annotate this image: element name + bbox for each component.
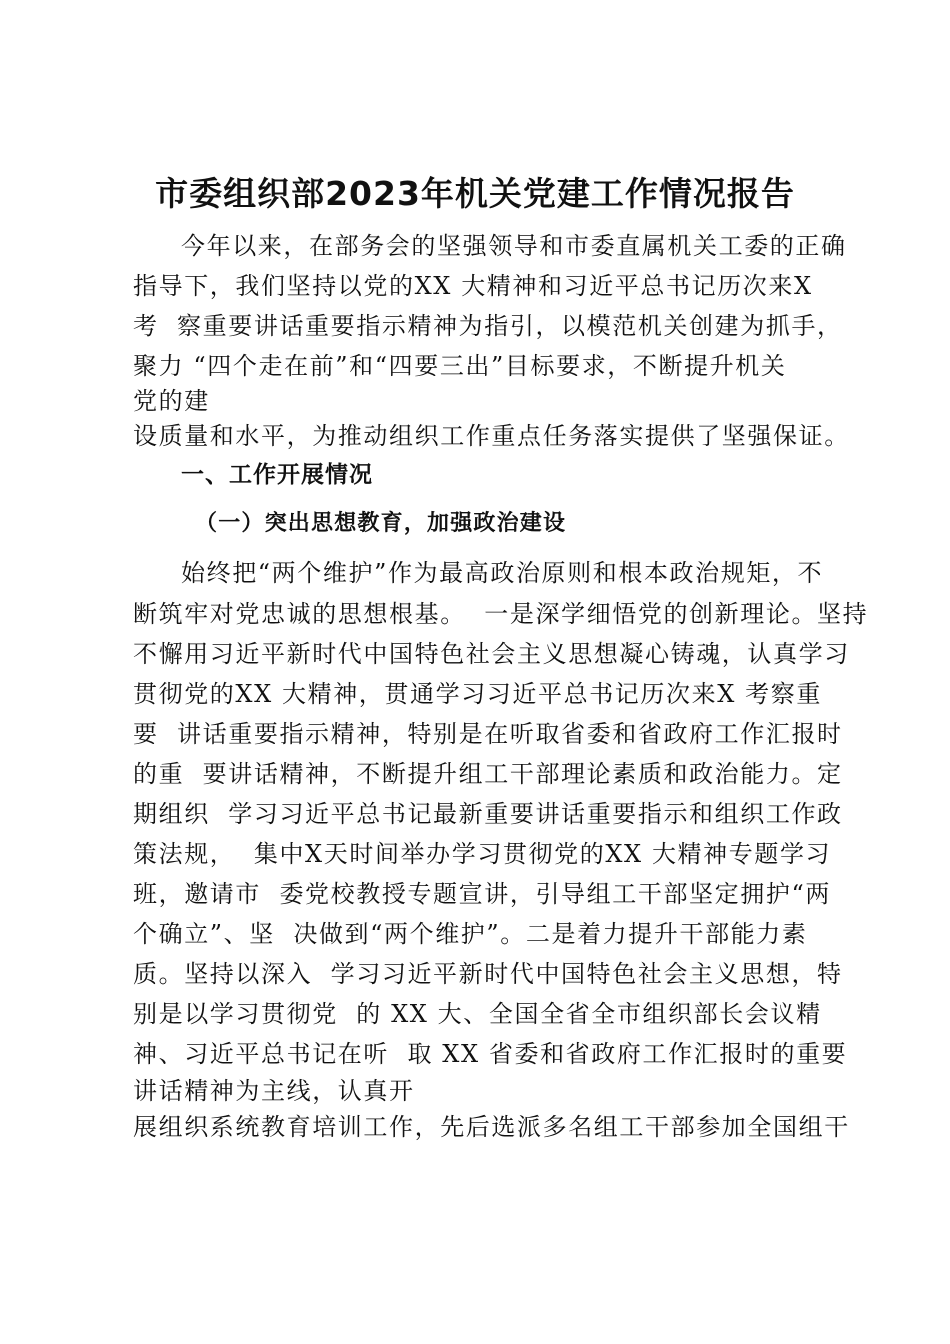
subsection-heading: （一）突出思想教育，加强政治建设 bbox=[195, 510, 567, 536]
intro-line-1: 今年以来，在部务会的坚强领导和市委直属机关工委的正确 bbox=[181, 232, 847, 260]
body-line-7: 期组织 学习习近平总书记最新重要讲话重要指示和组织工作政 bbox=[133, 800, 843, 828]
body-line-3: 不懈用习近平新时代中国特色社会主义思想凝心铸魂，认真学习 bbox=[133, 640, 850, 668]
body-line-9: 班，邀请市 委党校教授专题宣讲，引导组工干部坚定拥护“两 bbox=[133, 880, 831, 908]
body-line-11: 质。坚持以深入 学习习近平新时代中国特色社会主义思想，特 bbox=[133, 960, 843, 988]
body-line-4: 贯彻党的XX 大精神，贯通学习习近平总书记历次来X 考察重 bbox=[133, 680, 822, 708]
body-line-14: 讲话精神为主线，认真开 bbox=[133, 1077, 415, 1105]
body-line-10: 个确立”、坚 决做到“两个维护”。二是着力提升干部能力素 bbox=[133, 920, 808, 948]
body-line-15: 展组织系统教育培训工作，先后选派多名组工干部参加全国组干 bbox=[133, 1113, 850, 1141]
intro-line-4: 聚力 “四个走在前”和“四要三出”目标要求，不断提升机关 bbox=[133, 352, 787, 380]
intro-line-2: 指导下，我们坚持以党的XX 大精神和习近平总书记历次来X bbox=[133, 272, 813, 300]
body-line-5: 要 讲话重要指示精神，特别是在听取省委和省政府工作汇报时 bbox=[133, 720, 843, 748]
section-heading: 一、工作开展情况 bbox=[181, 462, 373, 488]
intro-line-6: 设质量和水平，为推动组织工作重点任务落实提供了坚强保证。 bbox=[133, 422, 850, 450]
body-line-8: 策法规， 集中X天时间举办学习贯彻党的XX 大精神专题学习 bbox=[133, 840, 832, 868]
intro-line-5: 党的建 bbox=[133, 387, 210, 415]
body-line-1: 始终把“两个维护”作为最高政治原则和根本政治规矩，不 bbox=[181, 559, 824, 587]
body-line-6: 的重 要讲话精神，不断提升组工干部理论素质和政治能力。定 bbox=[133, 760, 843, 788]
intro-line-3: 考 察重要讲话重要指示精神为指引，以模范机关创建为抓手， bbox=[133, 312, 843, 340]
body-line-13: 神、习近平总书记在听 取 XX 省委和省政府工作汇报时的重要 bbox=[133, 1040, 848, 1068]
body-line-2: 断筑牢对党忠诚的思想根基。 一是深学细悟党的创新理论。坚持 bbox=[133, 600, 869, 628]
document-title: 市委组织部2023年机关党建工作情况报告 bbox=[155, 174, 795, 213]
body-line-12: 别是以学习贯彻党 的 XX 大、全国全省全市组织部长会议精 bbox=[133, 1000, 822, 1028]
